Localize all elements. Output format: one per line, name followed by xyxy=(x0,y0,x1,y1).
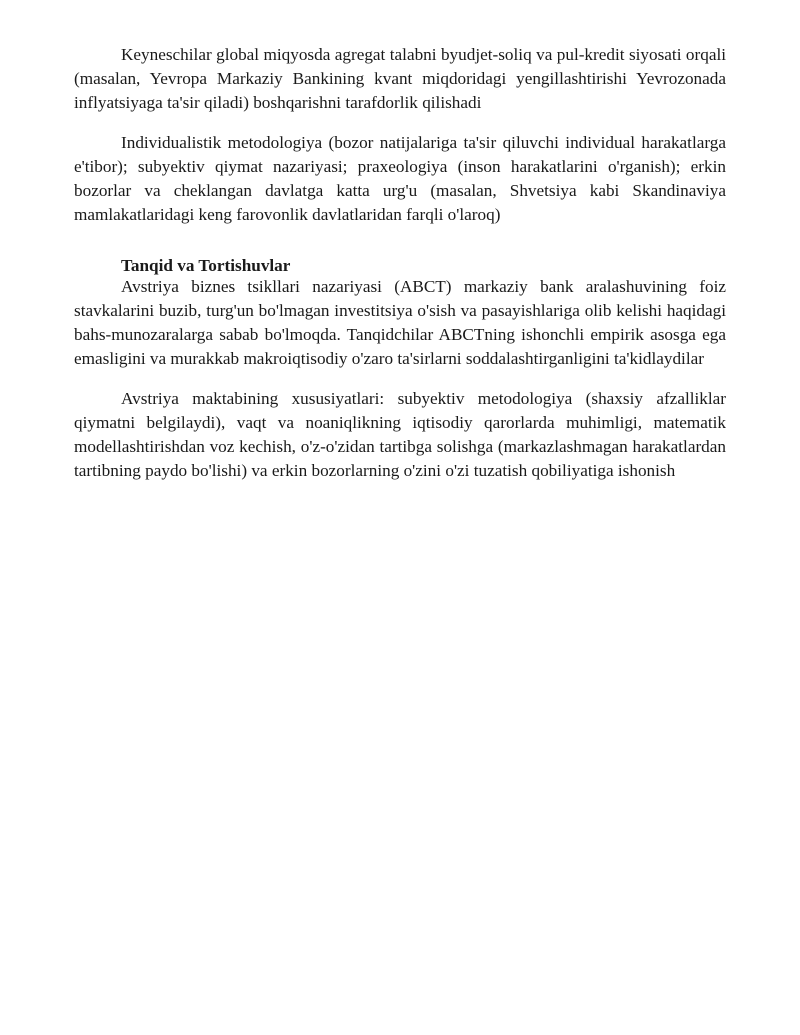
section-heading: Tanqid va Tortishuvlar xyxy=(121,256,291,275)
document-page xyxy=(74,43,726,483)
section-spacer xyxy=(74,227,726,257)
paragraph-spacer xyxy=(74,115,726,131)
paragraph-spacer xyxy=(74,371,726,387)
paragraph-abct: Avstriya biznes tsikllari nazariyasi (ABCT) markaziy bank aralashuvining foiz stavkalarini buzib, turg'un bo'lmagan investitsiya o'sish va pasayishlariga olib kelishi haqidagi bahs-munozaralarga sabab bo'lmoqda. Tanqidchilar ABCTning ishonchli empirik asosga ega emasligini va murakkab makroiqtisodiy o'zaro ta'sirlarni soddalashtirganligini ta'kidlaydilar xyxy=(74,277,726,368)
paragraph-individualism: Individualistik metodologiya (bozor natijalariga ta'sir qiluvchi individual harakatlarga e'tibor); subyektiv qiymat nazariyasi; praxeologiya (inson harakatlarini o'rganish); erkin bozorlar va cheklangan davlatga katta urg'u (masalan, Shvetsiya kabi Skandinaviya mamlakatlaridagi keng farovonlik davlatlaridan farqli o'laroq) xyxy=(74,133,726,224)
paragraph-keynesians: Keyneschilar global miqyosda agregat talabni byudjet-soliq va pul-kredit siyosati orqali (masalan, Yevropa Markaziy Bankining kvant miqdoridagi yengillashtirishi Yevrozonada inflyatsiyaga ta'sir qiladi) boshqarishni tarafdorlik qilishadi xyxy=(74,45,726,112)
paragraph-austrian-features: Avstriya maktabining xususiyatlari: subyektiv metodologiya (shaxsiy afzalliklar qiymatni belgilaydi), vaqt va noaniqlikning iqtisodiy qarorlarda muhimligi, matematik modellashtirishdan voz kechish, o'z-o'zidan tartibga solishga (markazlashmagan harakatlardan tartibning paydo bo'lishi) va erkin bozorlarning o'zini o'zi tuzatish qobiliyatiga ishonish xyxy=(74,389,726,480)
